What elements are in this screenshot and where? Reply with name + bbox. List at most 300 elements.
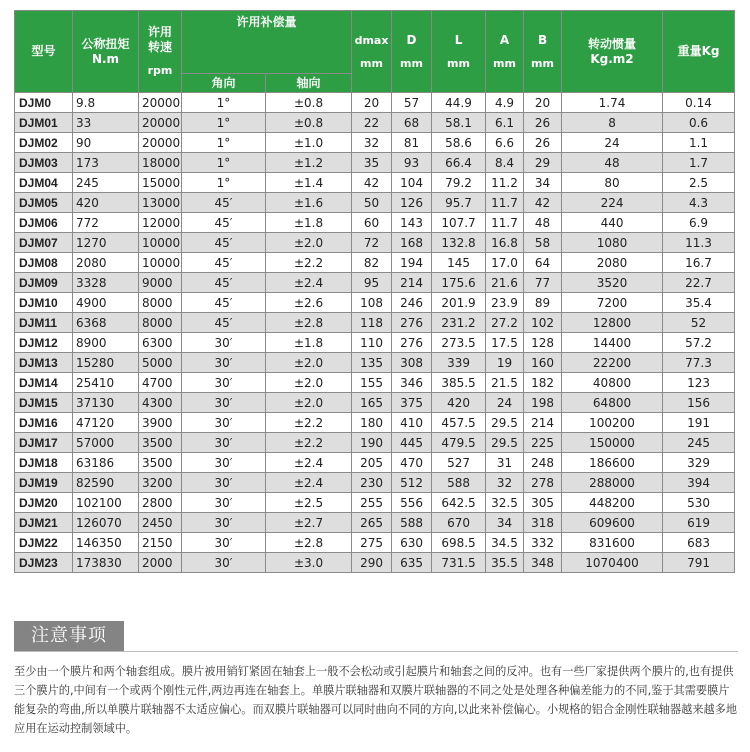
cell-axial: ±2.0 xyxy=(266,393,352,413)
cell-angle: 45′ xyxy=(182,273,266,293)
cell-B: 128 xyxy=(524,333,562,353)
cell-speed: 10000 xyxy=(139,253,182,273)
cell-inertia: 48 xyxy=(562,153,663,173)
cell-dmax: 165 xyxy=(352,393,392,413)
cell-inertia: 64800 xyxy=(562,393,663,413)
cell-angle: 30′ xyxy=(182,533,266,553)
cell-A: 24 xyxy=(486,393,524,413)
cell-torque: 90 xyxy=(73,133,139,153)
cell-axial: ±1.2 xyxy=(266,153,352,173)
cell-model: DJM14 xyxy=(15,373,73,393)
cell-inertia: 440 xyxy=(562,213,663,233)
header-B-label: B xyxy=(537,32,548,47)
cell-B: 102 xyxy=(524,313,562,333)
spec-table xyxy=(14,10,735,573)
cell-speed: 5000 xyxy=(139,353,182,373)
cell-angle: 45′ xyxy=(182,293,266,313)
cell-angle: 30′ xyxy=(182,493,266,513)
table-row xyxy=(15,333,735,353)
cell-inertia: 7200 xyxy=(562,293,663,313)
header-D-unit: mm xyxy=(400,56,423,70)
table-row xyxy=(15,293,735,313)
cell-dmax: 72 xyxy=(352,233,392,253)
cell-angle: 45′ xyxy=(182,253,266,273)
header-A-label: A xyxy=(499,32,510,47)
cell-weight: 22.7 xyxy=(663,273,735,293)
cell-L: 479.5 xyxy=(432,433,486,453)
cell-axial: ±3.0 xyxy=(266,553,352,573)
cell-D: 194 xyxy=(392,253,432,273)
cell-weight: 57.2 xyxy=(663,333,735,353)
cell-angle: 30′ xyxy=(182,433,266,453)
cell-weight: 35.4 xyxy=(663,293,735,313)
cell-A: 6.6 xyxy=(486,133,524,153)
cell-torque: 8900 xyxy=(73,333,139,353)
cell-L: 527 xyxy=(432,453,486,473)
cell-D: 214 xyxy=(392,273,432,293)
table-row xyxy=(15,393,735,413)
table-row xyxy=(15,553,735,573)
cell-B: 305 xyxy=(524,493,562,513)
cell-D: 276 xyxy=(392,313,432,333)
cell-A: 32.5 xyxy=(486,493,524,513)
header-B-unit: mm xyxy=(531,56,554,70)
cell-axial: ±2.4 xyxy=(266,273,352,293)
cell-axial: ±2.2 xyxy=(266,433,352,453)
cell-weight: 11.3 xyxy=(663,233,735,253)
table-row xyxy=(15,173,735,193)
cell-torque: 146350 xyxy=(73,533,139,553)
cell-torque: 82590 xyxy=(73,473,139,493)
cell-D: 346 xyxy=(392,373,432,393)
cell-dmax: 60 xyxy=(352,213,392,233)
cell-L: 132.8 xyxy=(432,233,486,253)
cell-L: 95.7 xyxy=(432,193,486,213)
cell-torque: 57000 xyxy=(73,433,139,453)
cell-speed: 3200 xyxy=(139,473,182,493)
cell-torque: 9.8 xyxy=(73,93,139,113)
cell-angle: 1° xyxy=(182,173,266,193)
header-A xyxy=(486,11,524,93)
cell-inertia: 80 xyxy=(562,173,663,193)
cell-model: DJM08 xyxy=(15,253,73,273)
cell-axial: ±2.5 xyxy=(266,493,352,513)
cell-B: 278 xyxy=(524,473,562,493)
cell-inertia: 609600 xyxy=(562,513,663,533)
cell-B: 89 xyxy=(524,293,562,313)
cell-angle: 45′ xyxy=(182,213,266,233)
cell-dmax: 95 xyxy=(352,273,392,293)
cell-inertia: 14400 xyxy=(562,333,663,353)
cell-B: 26 xyxy=(524,133,562,153)
cell-torque: 2080 xyxy=(73,253,139,273)
cell-dmax: 82 xyxy=(352,253,392,273)
table-row xyxy=(15,433,735,453)
header-L-unit: mm xyxy=(447,56,470,70)
cell-L: 698.5 xyxy=(432,533,486,553)
cell-model: DJM02 xyxy=(15,133,73,153)
cell-A: 29.5 xyxy=(486,413,524,433)
cell-B: 318 xyxy=(524,513,562,533)
cell-model: DJM0 xyxy=(15,93,73,113)
cell-torque: 173830 xyxy=(73,553,139,573)
cell-angle: 30′ xyxy=(182,353,266,373)
cell-model: DJM21 xyxy=(15,513,73,533)
cell-weight: 4.3 xyxy=(663,193,735,213)
cell-D: 588 xyxy=(392,513,432,533)
cell-weight: 791 xyxy=(663,553,735,573)
cell-D: 630 xyxy=(392,533,432,553)
header-dmax xyxy=(352,11,392,93)
header-model: 型号 xyxy=(15,11,73,93)
cell-D: 68 xyxy=(392,113,432,133)
cell-L: 339 xyxy=(432,353,486,373)
table-row xyxy=(15,493,735,513)
cell-speed: 2000 xyxy=(139,553,182,573)
cell-D: 246 xyxy=(392,293,432,313)
cell-A: 11.2 xyxy=(486,173,524,193)
cell-A: 17.5 xyxy=(486,333,524,353)
cell-inertia: 22200 xyxy=(562,353,663,373)
notes-divider xyxy=(14,651,738,652)
header-weight: 重量Kg xyxy=(663,11,735,93)
cell-model: DJM04 xyxy=(15,173,73,193)
cell-dmax: 265 xyxy=(352,513,392,533)
cell-axial: ±1.0 xyxy=(266,133,352,153)
cell-axial: ±2.8 xyxy=(266,313,352,333)
cell-D: 308 xyxy=(392,353,432,373)
cell-torque: 420 xyxy=(73,193,139,213)
cell-weight: 77.3 xyxy=(663,353,735,373)
cell-D: 81 xyxy=(392,133,432,153)
cell-speed: 4300 xyxy=(139,393,182,413)
cell-dmax: 42 xyxy=(352,173,392,193)
notes-title: 注意事项 xyxy=(14,621,124,651)
cell-axial: ±1.4 xyxy=(266,173,352,193)
cell-dmax: 230 xyxy=(352,473,392,493)
cell-angle: 1° xyxy=(182,113,266,133)
cell-angle: 45′ xyxy=(182,233,266,253)
cell-L: 44.9 xyxy=(432,93,486,113)
spec-table-body xyxy=(15,93,735,573)
cell-A: 23.9 xyxy=(486,293,524,313)
cell-dmax: 110 xyxy=(352,333,392,353)
cell-A: 32 xyxy=(486,473,524,493)
cell-dmax: 275 xyxy=(352,533,392,553)
cell-inertia: 24 xyxy=(562,133,663,153)
cell-model: DJM19 xyxy=(15,473,73,493)
cell-angle: 30′ xyxy=(182,553,266,573)
cell-L: 731.5 xyxy=(432,553,486,573)
cell-dmax: 20 xyxy=(352,93,392,113)
cell-inertia: 150000 xyxy=(562,433,663,453)
cell-speed: 2150 xyxy=(139,533,182,553)
cell-L: 457.5 xyxy=(432,413,486,433)
cell-dmax: 22 xyxy=(352,113,392,133)
cell-weight: 2.5 xyxy=(663,173,735,193)
cell-inertia: 3520 xyxy=(562,273,663,293)
cell-model: DJM23 xyxy=(15,553,73,573)
cell-inertia: 186600 xyxy=(562,453,663,473)
cell-weight: 156 xyxy=(663,393,735,413)
cell-axial: ±2.6 xyxy=(266,293,352,313)
cell-L: 58.6 xyxy=(432,133,486,153)
cell-axial: ±2.0 xyxy=(266,373,352,393)
cell-D: 57 xyxy=(392,93,432,113)
cell-speed: 20000 xyxy=(139,93,182,113)
cell-angle: 1° xyxy=(182,153,266,173)
cell-dmax: 155 xyxy=(352,373,392,393)
cell-L: 107.7 xyxy=(432,213,486,233)
cell-angle: 45′ xyxy=(182,193,266,213)
cell-axial: ±1.8 xyxy=(266,333,352,353)
table-row xyxy=(15,453,735,473)
cell-angle: 30′ xyxy=(182,413,266,433)
cell-A: 8.4 xyxy=(486,153,524,173)
table-row xyxy=(15,93,735,113)
cell-torque: 245 xyxy=(73,173,139,193)
cell-L: 420 xyxy=(432,393,486,413)
header-inertia-label: 转动惯量Kg.m2 xyxy=(588,36,637,66)
cell-angle: 1° xyxy=(182,133,266,153)
cell-D: 375 xyxy=(392,393,432,413)
cell-angle: 1° xyxy=(182,93,266,113)
cell-model: DJM06 xyxy=(15,213,73,233)
cell-B: 198 xyxy=(524,393,562,413)
cell-D: 470 xyxy=(392,453,432,473)
cell-model: DJM17 xyxy=(15,433,73,453)
cell-A: 29.5 xyxy=(486,433,524,453)
header-speed-label: 许用转速 xyxy=(147,25,172,54)
cell-inertia: 1080 xyxy=(562,233,663,253)
notes-text: 至少由一个膜片和两个轴套组成。膜片被用销钉紧固在轴套上一般不会松动或引起膜片和轴套之间的反冲。也有一些厂家提供两个膜片的,也有提供三个膜片的,中间有一个或两个刚性元件,两边再连在轴套上。单膜片联轴器和双膜片联轴器的不同之处是处理各种偏差能力的不同,鉴于其需要膜片能复杂的弯曲,所以单膜片联轴器不太适应偏心。而双膜片联轴器可以同时曲向不同的方向,以此来补偿偏心。小规格的铝合金刚性联轴器越来越多地应用在运动控制领域中。 xyxy=(14,665,738,735)
cell-speed: 3900 xyxy=(139,413,182,433)
cell-L: 231.2 xyxy=(432,313,486,333)
header-compensation: 许用补偿量 xyxy=(182,11,352,74)
cell-axial: ±1.8 xyxy=(266,213,352,233)
cell-angle: 30′ xyxy=(182,453,266,473)
cell-model: DJM01 xyxy=(15,113,73,133)
cell-weight: 123 xyxy=(663,373,735,393)
cell-model: DJM16 xyxy=(15,413,73,433)
cell-weight: 329 xyxy=(663,453,735,473)
cell-A: 21.5 xyxy=(486,373,524,393)
cell-axial: ±2.0 xyxy=(266,353,352,373)
cell-B: 182 xyxy=(524,373,562,393)
cell-weight: 6.9 xyxy=(663,213,735,233)
cell-axial: ±2.2 xyxy=(266,253,352,273)
cell-torque: 33 xyxy=(73,113,139,133)
header-speed-unit: rpm xyxy=(147,64,173,77)
cell-weight: 1.1 xyxy=(663,133,735,153)
cell-B: 64 xyxy=(524,253,562,273)
cell-torque: 102100 xyxy=(73,493,139,513)
cell-B: 77 xyxy=(524,273,562,293)
cell-weight: 191 xyxy=(663,413,735,433)
cell-B: 20 xyxy=(524,93,562,113)
cell-inertia: 1070400 xyxy=(562,553,663,573)
cell-speed: 6300 xyxy=(139,333,182,353)
cell-weight: 16.7 xyxy=(663,253,735,273)
header-torque: 公称扭矩N.m xyxy=(73,11,139,93)
header-dmax-unit: mm xyxy=(360,56,383,70)
table-row xyxy=(15,213,735,233)
cell-angle: 30′ xyxy=(182,373,266,393)
cell-speed: 10000 xyxy=(139,233,182,253)
cell-inertia: 8 xyxy=(562,113,663,133)
cell-speed: 2450 xyxy=(139,513,182,533)
cell-inertia: 1.74 xyxy=(562,93,663,113)
cell-speed: 4700 xyxy=(139,373,182,393)
cell-dmax: 180 xyxy=(352,413,392,433)
cell-A: 19 xyxy=(486,353,524,373)
cell-model: DJM05 xyxy=(15,193,73,213)
cell-D: 93 xyxy=(392,153,432,173)
header-inertia xyxy=(562,11,663,93)
cell-A: 6.1 xyxy=(486,113,524,133)
cell-D: 126 xyxy=(392,193,432,213)
cell-inertia: 2080 xyxy=(562,253,663,273)
cell-dmax: 32 xyxy=(352,133,392,153)
cell-speed: 12000 xyxy=(139,213,182,233)
table-row xyxy=(15,193,735,213)
cell-axial: ±2.8 xyxy=(266,533,352,553)
cell-torque: 63186 xyxy=(73,453,139,473)
cell-weight: 1.7 xyxy=(663,153,735,173)
cell-angle: 30′ xyxy=(182,333,266,353)
cell-B: 214 xyxy=(524,413,562,433)
cell-model: DJM09 xyxy=(15,273,73,293)
cell-speed: 3500 xyxy=(139,433,182,453)
header-L xyxy=(432,11,486,93)
cell-L: 588 xyxy=(432,473,486,493)
cell-B: 332 xyxy=(524,533,562,553)
cell-B: 248 xyxy=(524,453,562,473)
cell-speed: 9000 xyxy=(139,273,182,293)
table-row xyxy=(15,373,735,393)
cell-torque: 47120 xyxy=(73,413,139,433)
cell-D: 104 xyxy=(392,173,432,193)
cell-D: 512 xyxy=(392,473,432,493)
cell-dmax: 190 xyxy=(352,433,392,453)
cell-B: 48 xyxy=(524,213,562,233)
cell-speed: 15000 xyxy=(139,173,182,193)
cell-A: 16.8 xyxy=(486,233,524,253)
cell-dmax: 205 xyxy=(352,453,392,473)
cell-inertia: 831600 xyxy=(562,533,663,553)
cell-L: 385.5 xyxy=(432,373,486,393)
cell-weight: 0.6 xyxy=(663,113,735,133)
cell-L: 670 xyxy=(432,513,486,533)
cell-model: DJM10 xyxy=(15,293,73,313)
table-row xyxy=(15,473,735,493)
cell-weight: 52 xyxy=(663,313,735,333)
cell-weight: 0.14 xyxy=(663,93,735,113)
cell-A: 11.7 xyxy=(486,193,524,213)
cell-inertia: 288000 xyxy=(562,473,663,493)
cell-axial: ±0.8 xyxy=(266,113,352,133)
cell-B: 42 xyxy=(524,193,562,213)
cell-D: 556 xyxy=(392,493,432,513)
cell-angle: 30′ xyxy=(182,393,266,413)
cell-speed: 20000 xyxy=(139,133,182,153)
cell-axial: ±2.0 xyxy=(266,233,352,253)
cell-model: DJM12 xyxy=(15,333,73,353)
cell-speed: 13000 xyxy=(139,193,182,213)
cell-dmax: 35 xyxy=(352,153,392,173)
cell-B: 348 xyxy=(524,553,562,573)
cell-torque: 772 xyxy=(73,213,139,233)
cell-L: 58.1 xyxy=(432,113,486,133)
cell-speed: 8000 xyxy=(139,313,182,333)
cell-angle: 30′ xyxy=(182,473,266,493)
table-row xyxy=(15,113,735,133)
cell-D: 410 xyxy=(392,413,432,433)
cell-B: 160 xyxy=(524,353,562,373)
cell-A: 11.7 xyxy=(486,213,524,233)
cell-B: 29 xyxy=(524,153,562,173)
cell-torque: 6368 xyxy=(73,313,139,333)
header-A-unit: mm xyxy=(493,56,516,70)
header-D xyxy=(392,11,432,93)
cell-torque: 173 xyxy=(73,153,139,173)
cell-speed: 3500 xyxy=(139,453,182,473)
cell-torque: 25410 xyxy=(73,373,139,393)
cell-A: 34 xyxy=(486,513,524,533)
cell-dmax: 118 xyxy=(352,313,392,333)
table-row xyxy=(15,533,735,553)
cell-model: DJM22 xyxy=(15,533,73,553)
cell-weight: 683 xyxy=(663,533,735,553)
cell-dmax: 255 xyxy=(352,493,392,513)
cell-angle: 30′ xyxy=(182,513,266,533)
cell-A: 34.5 xyxy=(486,533,524,553)
cell-dmax: 290 xyxy=(352,553,392,573)
cell-speed: 8000 xyxy=(139,293,182,313)
cell-torque: 4900 xyxy=(73,293,139,313)
cell-D: 635 xyxy=(392,553,432,573)
cell-torque: 1270 xyxy=(73,233,139,253)
cell-speed: 2800 xyxy=(139,493,182,513)
cell-axial: ±2.4 xyxy=(266,473,352,493)
cell-inertia: 40800 xyxy=(562,373,663,393)
cell-axial: ±2.7 xyxy=(266,513,352,533)
cell-D: 276 xyxy=(392,333,432,353)
cell-D: 445 xyxy=(392,433,432,453)
cell-axial: ±2.4 xyxy=(266,453,352,473)
cell-torque: 15280 xyxy=(73,353,139,373)
cell-L: 66.4 xyxy=(432,153,486,173)
cell-model: DJM15 xyxy=(15,393,73,413)
cell-model: DJM03 xyxy=(15,153,73,173)
header-dmax-label: dmax xyxy=(354,33,389,47)
cell-speed: 20000 xyxy=(139,113,182,133)
cell-model: DJM18 xyxy=(15,453,73,473)
cell-dmax: 135 xyxy=(352,353,392,373)
header-speed xyxy=(139,11,182,93)
header-axial: 轴向 xyxy=(266,74,352,93)
header-B xyxy=(524,11,562,93)
cell-L: 145 xyxy=(432,253,486,273)
cell-A: 31 xyxy=(486,453,524,473)
cell-weight: 530 xyxy=(663,493,735,513)
cell-weight: 619 xyxy=(663,513,735,533)
cell-weight: 394 xyxy=(663,473,735,493)
cell-D: 168 xyxy=(392,233,432,253)
cell-model: DJM11 xyxy=(15,313,73,333)
cell-torque: 3328 xyxy=(73,273,139,293)
cell-speed: 18000 xyxy=(139,153,182,173)
